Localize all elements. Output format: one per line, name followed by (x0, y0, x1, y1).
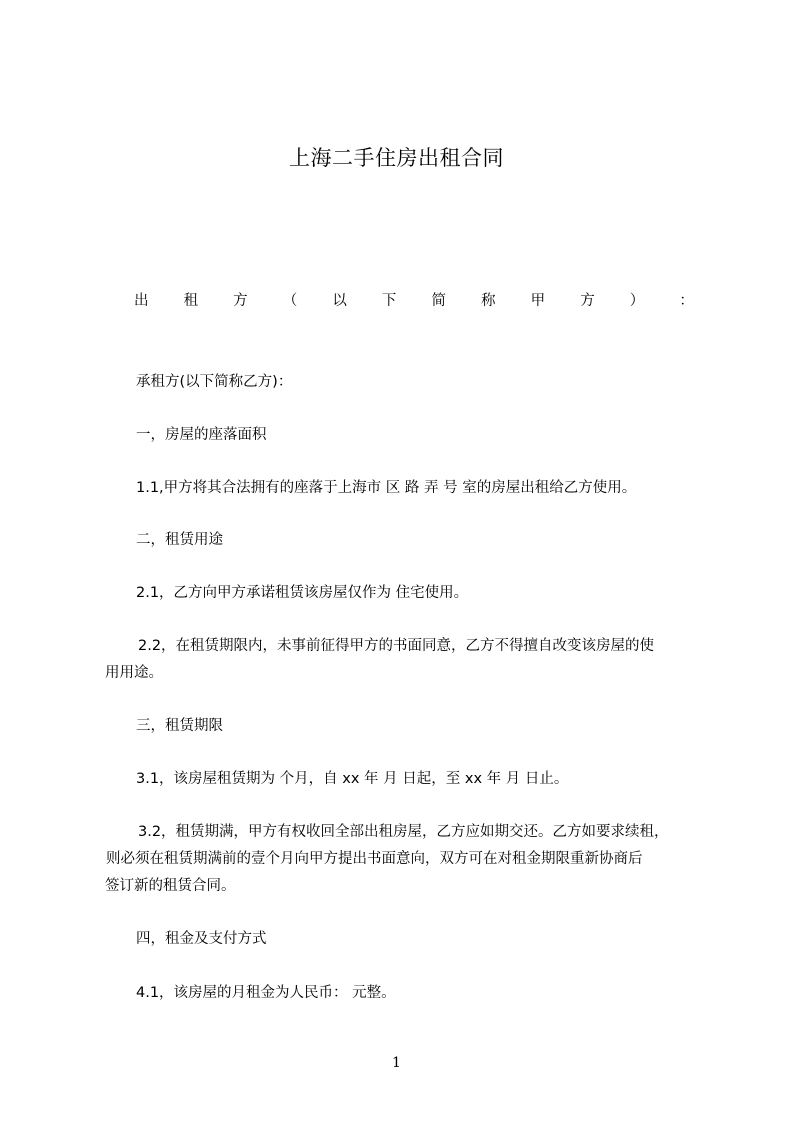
clause-3-2-line-2: 则必须在租赁期满前的壹个月向甲方提出书面意向，双方可在对租金期限重新协商后 (106, 851, 643, 867)
lessor-char: 称 (481, 293, 496, 309)
lessor-char: 甲 (530, 293, 546, 309)
lessor-char: 下 (381, 293, 397, 309)
lessor-char: 以 (332, 293, 347, 309)
clause-2-2-line-1: 2.2，在租赁期限内，未事前征得甲方的书面同意，乙方不得擅自改变该房屋的使 (138, 638, 655, 654)
lessee-line: 承租方(以下简称乙方)： (136, 374, 293, 390)
clause-2-1: 2.1，乙方向甲方承诺租赁该房屋仅作为 住宅使用。 (136, 585, 469, 601)
clause-3-2-line-3: 签订新的租赁合同。 (105, 878, 236, 894)
lessor-char: 租 (183, 293, 199, 309)
lessor-char: 方 (233, 293, 248, 309)
lessor-char: ） (629, 293, 645, 309)
section-heading: 三，租赁期限 (136, 718, 223, 734)
lessor-line (134, 290, 694, 312)
lessor-char: 出 (134, 293, 149, 309)
lessor-char: （ (282, 293, 298, 309)
section-heading: 二，租赁用途 (136, 532, 223, 548)
clause-3-2-line-1: 3.2，租赁期满，甲方有权收回全部出租房屋，乙方应如期交还。乙方如要求续租， (138, 824, 669, 840)
clause-2-2-line-2: 用用途。 (105, 665, 163, 681)
lessor-char: 简 (431, 293, 446, 309)
page-number: 1 (392, 1055, 401, 1071)
section-heading: 一，房屋的座落面积 (136, 427, 267, 443)
section-heading: 四，租金及支付方式 (136, 931, 267, 947)
contract-title: 上海二手住房出租合同 (289, 146, 504, 170)
lessor-char: ： (679, 293, 694, 309)
clause-1-1: 1.1,甲方将其合法拥有的座落于上海市 区 路 弄 号 室的房屋出租给乙方使用。 (136, 480, 637, 496)
clause-3-1: 3.1，该房屋租赁期为 个月，自 xx 年 月 日起，至 xx 年 月 日止。 (136, 771, 569, 787)
lessor-char: 方 (580, 293, 595, 309)
clause-4-1: 4.1，该房屋的月租金为人民币： 元整。 (136, 985, 396, 1001)
